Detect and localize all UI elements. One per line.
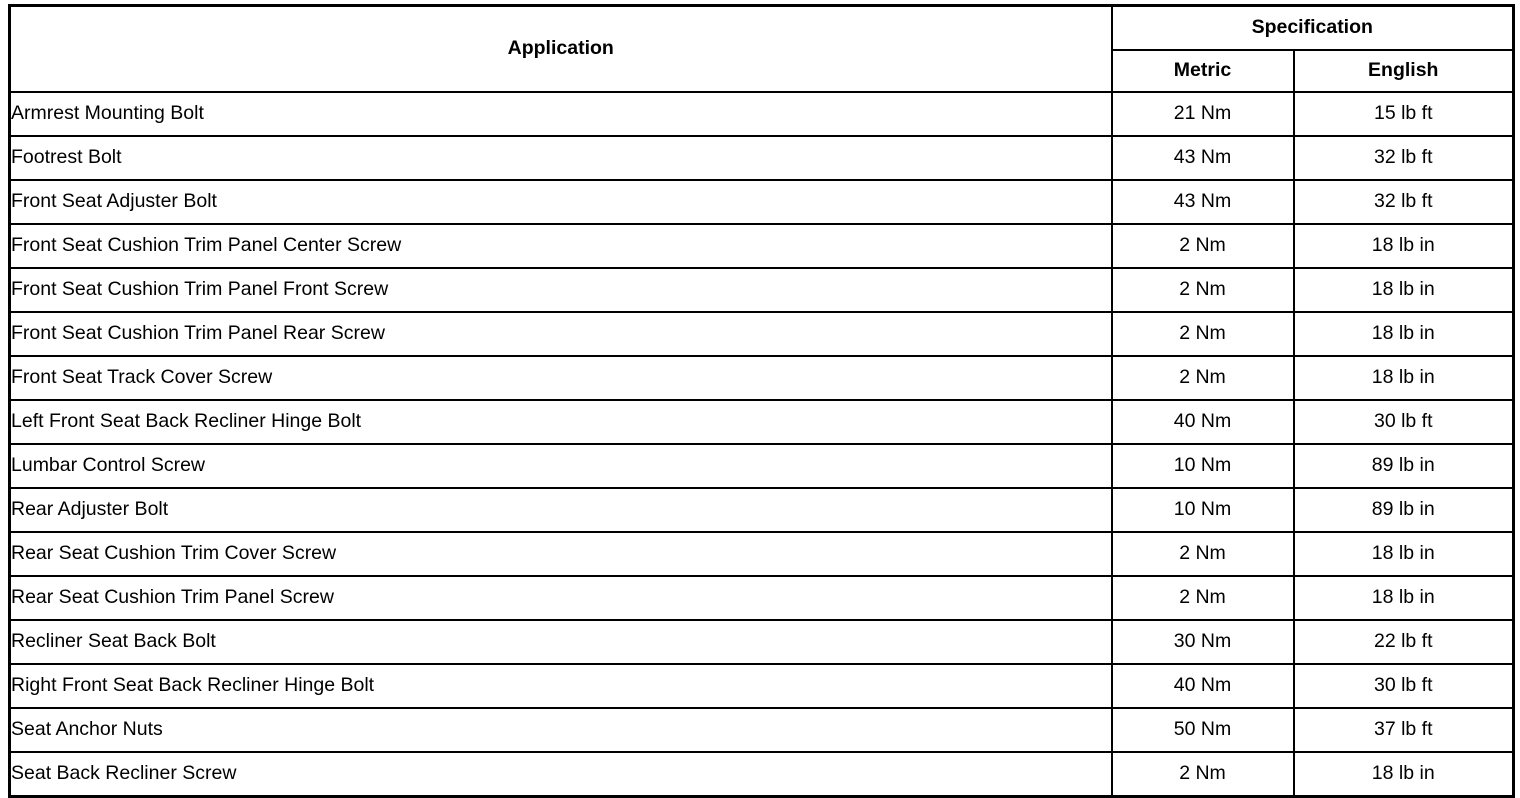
cell-application: Armrest Mounting Bolt [10,92,1112,136]
cell-metric: 2 Nm [1112,356,1294,400]
table-row [10,488,1514,532]
cell-english: 32 lb ft [1294,180,1514,224]
cell-application: Front Seat Cushion Trim Panel Center Screw [10,224,1112,268]
cell-application: Seat Anchor Nuts [10,708,1112,752]
table-row [10,620,1514,664]
table-row [10,576,1514,620]
cell-application: Rear Seat Cushion Trim Cover Screw [10,532,1112,576]
table-row [10,752,1514,797]
header-row-top [10,6,1514,50]
table-row [10,268,1514,312]
table-row [10,444,1514,488]
table-row [10,312,1514,356]
cell-english: 18 lb in [1294,752,1514,797]
table-row [10,136,1514,180]
cell-application: Rear Seat Cushion Trim Panel Screw [10,576,1112,620]
cell-application: Rear Adjuster Bolt [10,488,1112,532]
table-row [10,180,1514,224]
cell-metric: 10 Nm [1112,488,1294,532]
cell-metric: 50 Nm [1112,708,1294,752]
cell-application: Left Front Seat Back Recliner Hinge Bolt [10,400,1112,444]
column-header-metric: Metric [1112,50,1294,93]
cell-application: Footrest Bolt [10,136,1112,180]
cell-application: Front Seat Adjuster Bolt [10,180,1112,224]
cell-metric: 2 Nm [1112,268,1294,312]
table-row [10,224,1514,268]
cell-application: Front Seat Cushion Trim Panel Rear Screw [10,312,1112,356]
cell-application: Right Front Seat Back Recliner Hinge Bolt [10,664,1112,708]
table-row [10,356,1514,400]
table-row [10,708,1514,752]
column-header-english: English [1294,50,1514,93]
cell-metric: 43 Nm [1112,136,1294,180]
cell-application: Front Seat Cushion Trim Panel Front Screw [10,268,1112,312]
cell-metric: 2 Nm [1112,752,1294,797]
cell-english: 18 lb in [1294,224,1514,268]
cell-metric: 43 Nm [1112,180,1294,224]
fastener-torque-specifications-table [8,4,1515,798]
cell-english: 18 lb in [1294,532,1514,576]
cell-metric: 21 Nm [1112,92,1294,136]
cell-metric: 2 Nm [1112,224,1294,268]
cell-metric: 40 Nm [1112,664,1294,708]
cell-metric: 10 Nm [1112,444,1294,488]
table-row [10,532,1514,576]
cell-metric: 40 Nm [1112,400,1294,444]
cell-english: 37 lb ft [1294,708,1514,752]
cell-english: 18 lb in [1294,268,1514,312]
cell-metric: 2 Nm [1112,312,1294,356]
cell-english: 18 lb in [1294,576,1514,620]
cell-application: Seat Back Recliner Screw [10,752,1112,797]
cell-english: 22 lb ft [1294,620,1514,664]
cell-english: 32 lb ft [1294,136,1514,180]
cell-application: Front Seat Track Cover Screw [10,356,1112,400]
cell-metric: 2 Nm [1112,576,1294,620]
cell-metric: 30 Nm [1112,620,1294,664]
table-header [10,6,1514,93]
cell-english: 18 lb in [1294,312,1514,356]
column-header-specification: Specification [1112,6,1514,50]
cell-application: Recliner Seat Back Bolt [10,620,1112,664]
cell-english: 89 lb in [1294,488,1514,532]
cell-english: 89 lb in [1294,444,1514,488]
cell-metric: 2 Nm [1112,532,1294,576]
table-row [10,400,1514,444]
cell-application: Lumbar Control Screw [10,444,1112,488]
table-row [10,92,1514,136]
cell-english: 15 lb ft [1294,92,1514,136]
cell-english: 30 lb ft [1294,400,1514,444]
cell-english: 18 lb in [1294,356,1514,400]
table-row [10,664,1514,708]
column-header-application: Application [10,6,1112,93]
table-body [10,92,1514,797]
cell-english: 30 lb ft [1294,664,1514,708]
